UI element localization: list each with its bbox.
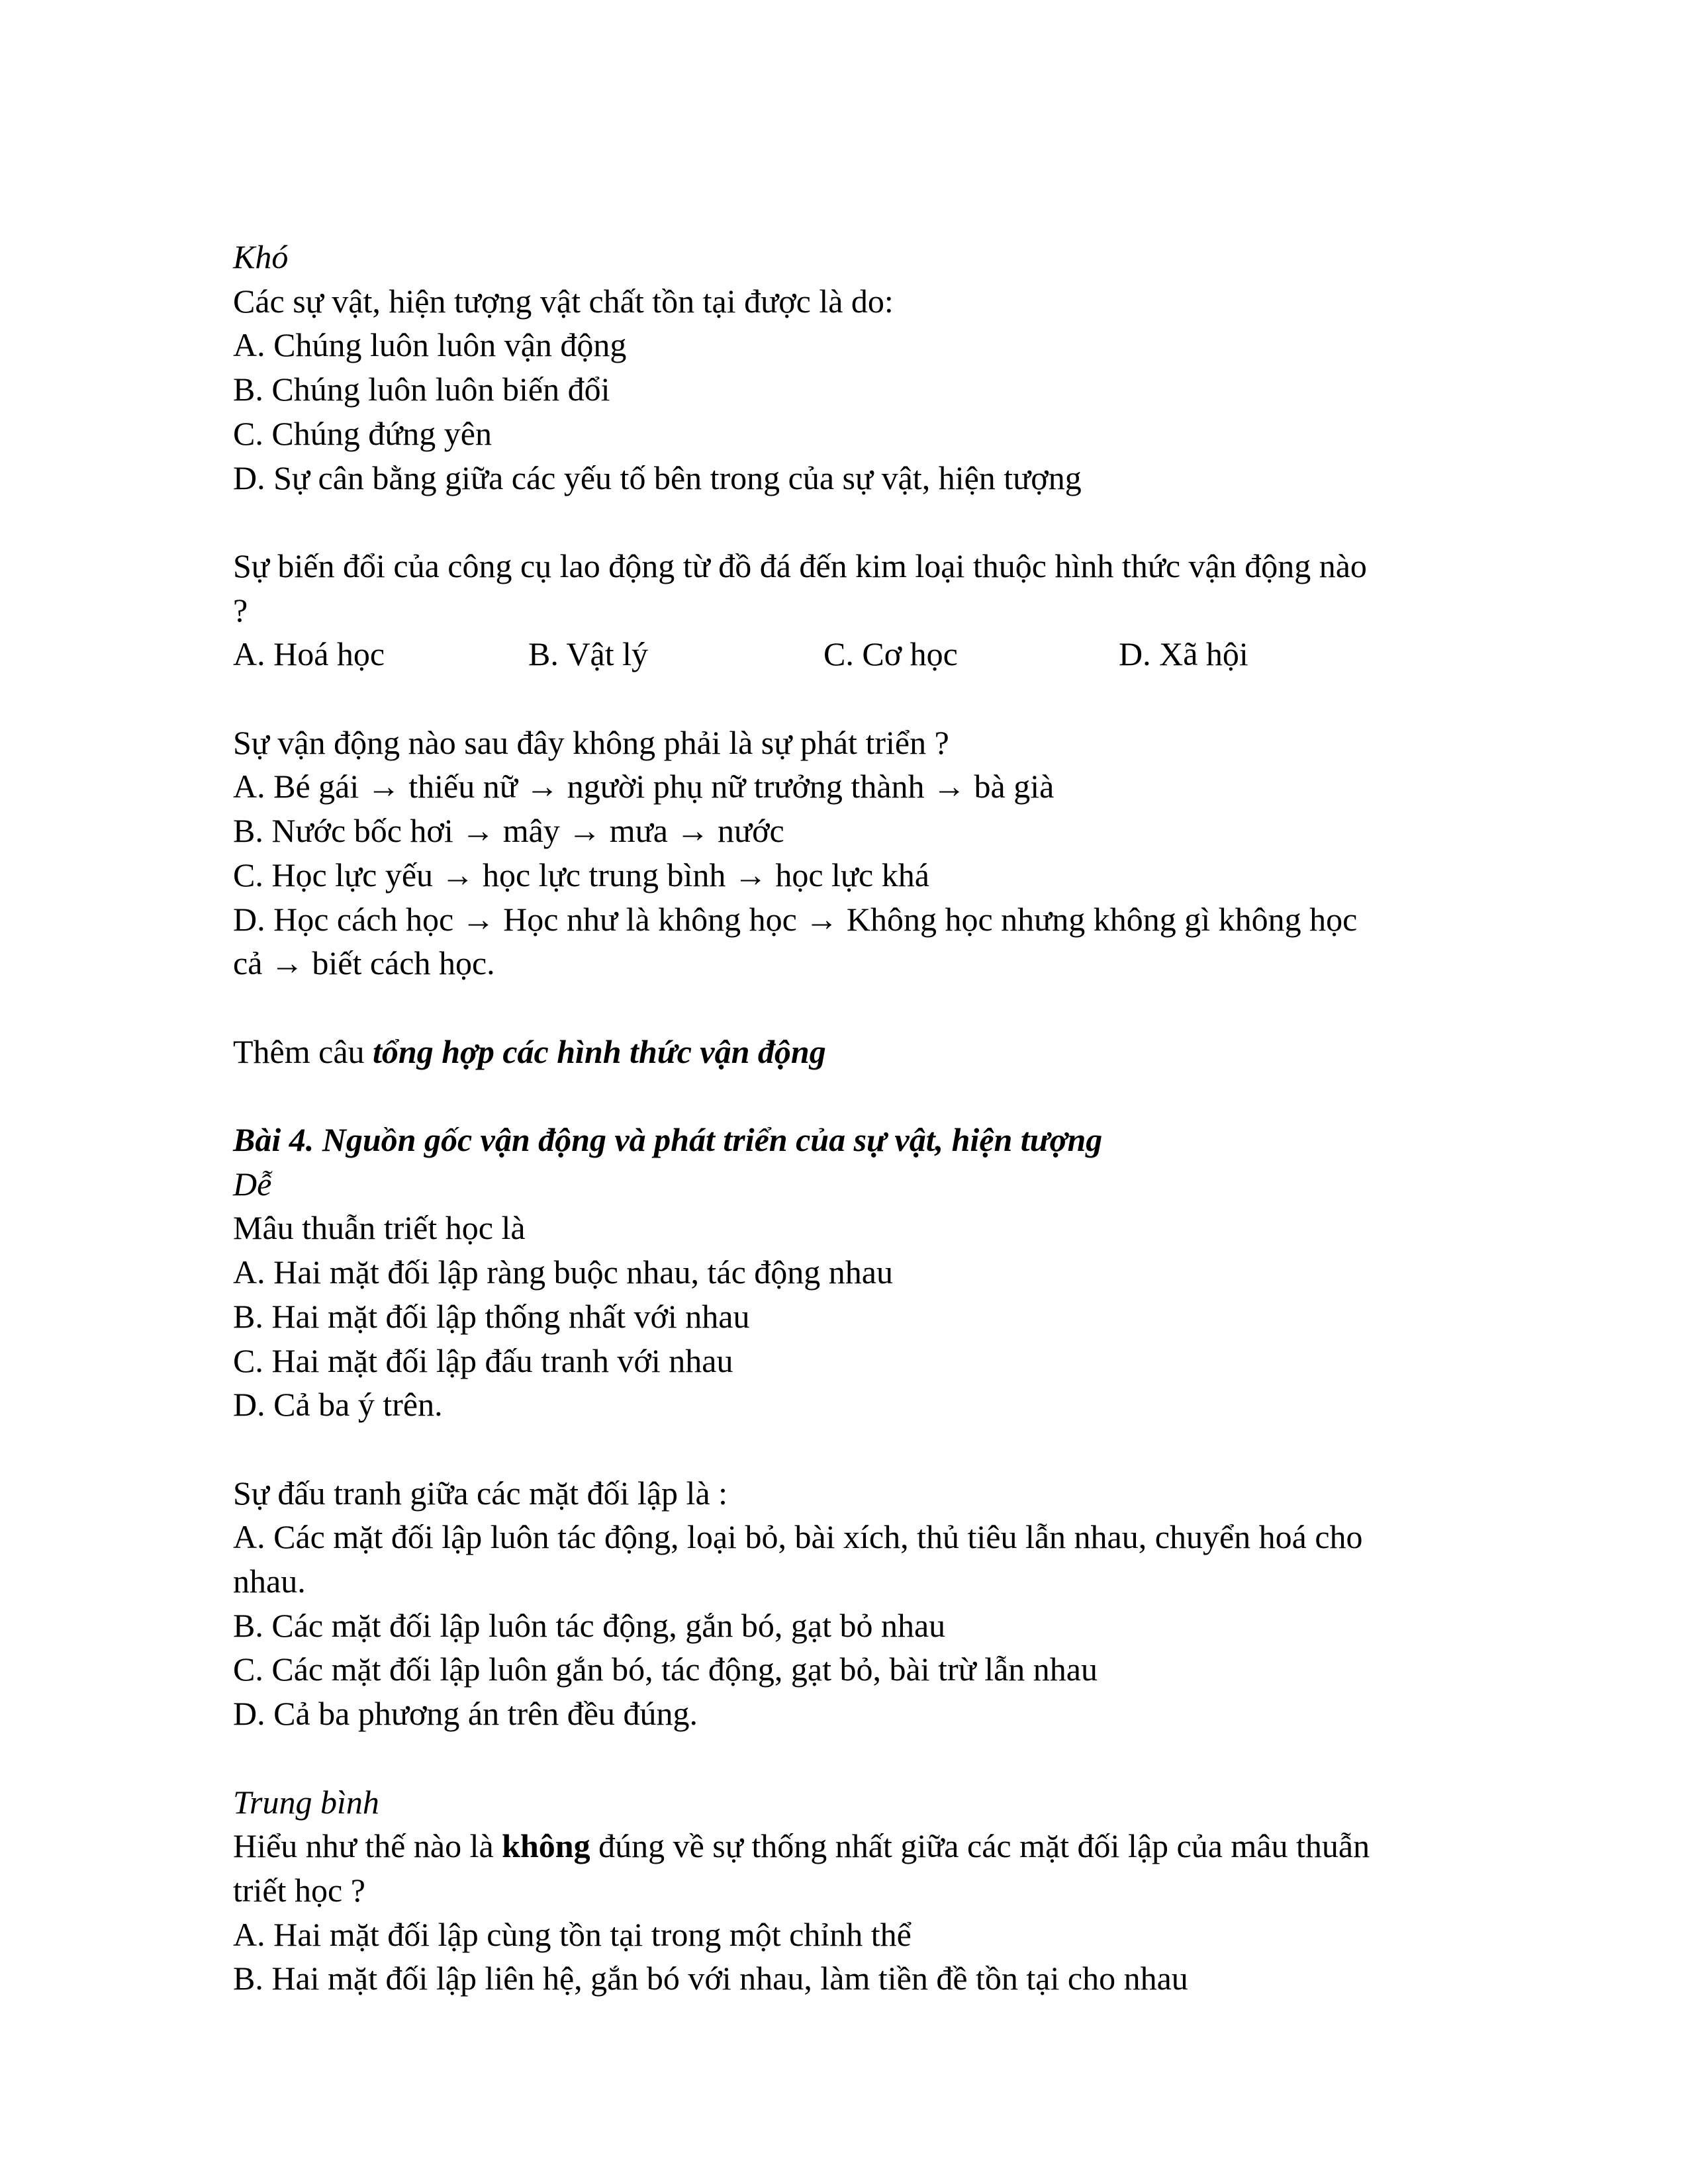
spacer	[233, 1736, 1557, 1780]
question-4-option-c: C. Hai mặt đối lập đấu tranh với nhau	[233, 1342, 733, 1379]
question-4-text: Mâu thuẫn triết học là	[233, 1209, 526, 1247]
editor-note-emphasis: tổng hợp các hình thức vận động	[373, 1032, 826, 1070]
question-1-option-a: A. Chúng luôn luôn vận động	[233, 326, 627, 364]
question-6-text	[233, 1824, 1557, 1868]
difficulty-label-medium: Trung bình	[233, 1783, 379, 1821]
spacer	[233, 500, 1557, 544]
spacer	[233, 1073, 1557, 1118]
question-5-option-a-continued: nhau.	[233, 1563, 306, 1600]
question-3-option-c: C. Học lực yếu → học lực trung bình → học lực khá	[233, 856, 929, 893]
question-1-option-d: D. Sự cân bằng giữa các yếu tố bên trong của sự vật, hiện tượng	[233, 459, 1082, 496]
difficulty-label-hard: Khó	[233, 238, 289, 275]
question-3-option-b: B. Nước bốc hơi → mây → mưa → nước	[233, 812, 784, 850]
editor-note-prefix: Thêm câu	[233, 1032, 373, 1070]
question-4-option-a: A. Hai mặt đối lập ràng buộc nhau, tác động nhau	[233, 1253, 893, 1291]
question-6-text-part1: Hiểu như thế nào là	[233, 1827, 502, 1865]
spacer	[233, 676, 1557, 721]
question-2-option-a: A. Hoá học	[233, 635, 385, 673]
question-2-option-b: B. Vật lý	[528, 635, 649, 673]
question-6-text-emphasis: không	[502, 1827, 590, 1865]
spacer	[233, 1427, 1557, 1471]
question-2-text-continued: ?	[233, 591, 248, 629]
question-5-option-d: D. Cả ba phương án trên đều đúng.	[233, 1695, 698, 1733]
question-6-option-a: A. Hai mặt đối lập cùng tồn tại trong một chỉnh thể	[233, 1915, 912, 1953]
question-2-options-row	[233, 632, 1557, 676]
question-1-text: Các sự vật, hiện tượng vật chất tồn tại được là do:	[233, 282, 894, 320]
question-5-option-a: A. Các mặt đối lập luôn tác động, loại bỏ, bài xích, thủ tiêu lẫn nhau, chuyển hoá cho	[233, 1518, 1363, 1556]
question-3-option-d-continued: cả → biết cách học.	[233, 944, 495, 982]
document-page	[233, 235, 1557, 2001]
question-2-text: Sự biến đổi của công cụ lao động từ đồ đá đến kim loại thuộc hình thức vận động nào	[233, 547, 1367, 584]
question-6-text-part2: đúng về sự thống nhất giữa các mặt đối lập của mâu thuẫn	[590, 1827, 1370, 1865]
question-1-option-c: C. Chúng đứng yên	[233, 414, 492, 452]
question-3-option-a: A. Bé gái → thiếu nữ → người phụ nữ trưởng thành → bà già	[233, 768, 1055, 805]
difficulty-label-easy: Dễ	[233, 1165, 272, 1203]
question-3-text: Sự vận động nào sau đây không phải là sự phát triển ?	[233, 723, 949, 761]
question-4-option-d: D. Cả ba ý trên.	[233, 1386, 443, 1424]
question-5-option-c: C. Các mặt đối lập luôn gắn bó, tác động, gạt bỏ, bài trừ lẫn nhau	[233, 1651, 1098, 1688]
question-1-option-b: B. Chúng luôn luôn biến đổi	[233, 371, 610, 408]
question-2-option-d: D. Xã hội	[1119, 635, 1248, 673]
question-5-text: Sự đấu tranh giữa các mặt đối lập là :	[233, 1474, 728, 1512]
spacer	[233, 985, 1557, 1030]
question-4-option-b: B. Hai mặt đối lập thống nhất với nhau	[233, 1297, 750, 1335]
lesson-title: Bài 4. Nguồn gốc vận động và phát triển của sự vật, hiện tượng	[233, 1121, 1103, 1158]
question-2-option-c: C. Cơ học	[823, 635, 958, 673]
question-6-text-continued: triết học ?	[233, 1871, 365, 1909]
question-5-option-b: B. Các mặt đối lập luôn tác động, gắn bó, gạt bỏ nhau	[233, 1606, 946, 1644]
question-6-option-b: B. Hai mặt đối lập liên hệ, gắn bó với nhau, làm tiền đề tồn tại cho nhau	[233, 1960, 1188, 1997]
editor-note	[233, 1030, 1557, 1074]
question-3-option-d: D. Học cách học → Học như là không học → Không học nhưng không gì không học	[233, 900, 1358, 938]
